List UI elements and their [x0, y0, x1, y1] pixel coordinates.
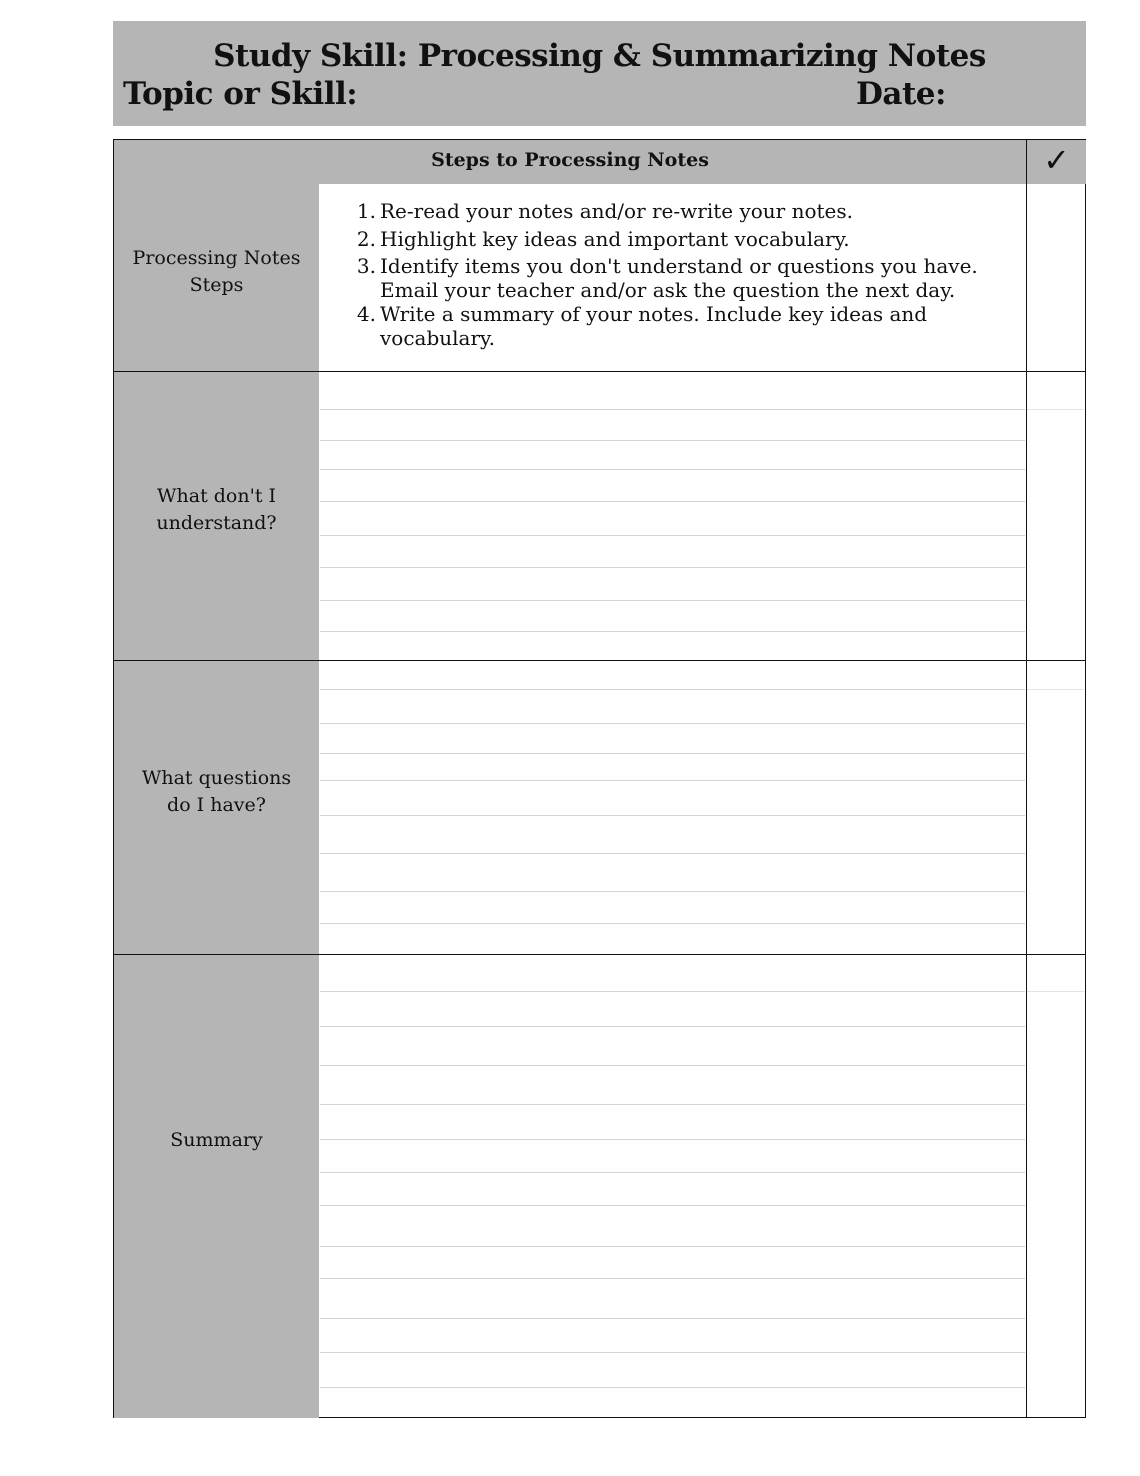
- writing-line: [320, 891, 1025, 892]
- list-item: 2. Highlight key ideas and important vocabulary.: [356, 227, 850, 251]
- writing-line: [320, 535, 1025, 536]
- writing-line: [320, 1387, 1025, 1388]
- writing-line: [320, 1104, 1025, 1105]
- date-label: Date:: [856, 76, 946, 112]
- writing-line: [320, 1246, 1025, 1247]
- writing-line: [320, 1139, 1025, 1140]
- writing-line: [320, 1172, 1025, 1173]
- writing-line: [320, 1318, 1025, 1319]
- writing-line: [320, 501, 1025, 502]
- writing-line: [320, 923, 1025, 924]
- writing-line: [320, 409, 1025, 410]
- table-header: [114, 140, 1026, 184]
- writing-line: [320, 1278, 1025, 1279]
- writing-line: [320, 1026, 1025, 1027]
- checkmark-icon: ✓: [1043, 141, 1070, 179]
- writing-line: [320, 991, 1025, 992]
- writing-line: [320, 815, 1025, 816]
- worksheet-header: [113, 21, 1086, 126]
- check-line: [1027, 689, 1084, 690]
- writing-line: [320, 723, 1025, 724]
- writing-line: [320, 780, 1025, 781]
- worksheet-title: Study Skill: Processing & Summarizing Notes: [213, 38, 986, 74]
- writing-line: [320, 853, 1025, 854]
- row-divider: [114, 371, 1086, 372]
- row-label-questions: What questions do I have?: [141, 767, 292, 816]
- table-header-label: Steps to Processing Notes: [431, 149, 709, 171]
- row-divider: [114, 954, 1086, 955]
- writing-line: [320, 1205, 1025, 1206]
- check-line: [1027, 409, 1084, 410]
- check-column-header: [1026, 140, 1086, 184]
- writing-line: [320, 469, 1025, 470]
- row-label-summary: Summary: [170, 1129, 263, 1151]
- row-label-dont-understand: What don't I understand?: [156, 485, 277, 534]
- writing-line: [320, 631, 1025, 632]
- processing-steps-list: [354, 199, 1014, 350]
- writing-line: [320, 440, 1025, 441]
- row-label-processing-steps: Processing Notes Steps: [132, 247, 301, 296]
- writing-line: [320, 1065, 1025, 1066]
- check-line: [1027, 991, 1084, 992]
- writing-line: [320, 1352, 1025, 1353]
- check-column-divider: [1026, 184, 1027, 1418]
- list-item: 1. Re-read your notes and/or re-write your notes.: [356, 199, 854, 223]
- topic-label: Topic or Skill:: [123, 76, 358, 112]
- writing-line: [320, 567, 1025, 568]
- list-item: 3. Identify items you don't understand or questions you have. Email your teacher and/or ask the question the next day.: [356, 254, 978, 302]
- writing-line: [320, 689, 1025, 690]
- row-divider: [114, 660, 1086, 661]
- writing-line: [320, 600, 1025, 601]
- list-item: 4. Write a summary of your notes. Include key ideas and vocabulary.: [356, 302, 928, 350]
- notes-table: [113, 139, 1086, 1418]
- writing-line: [320, 753, 1025, 754]
